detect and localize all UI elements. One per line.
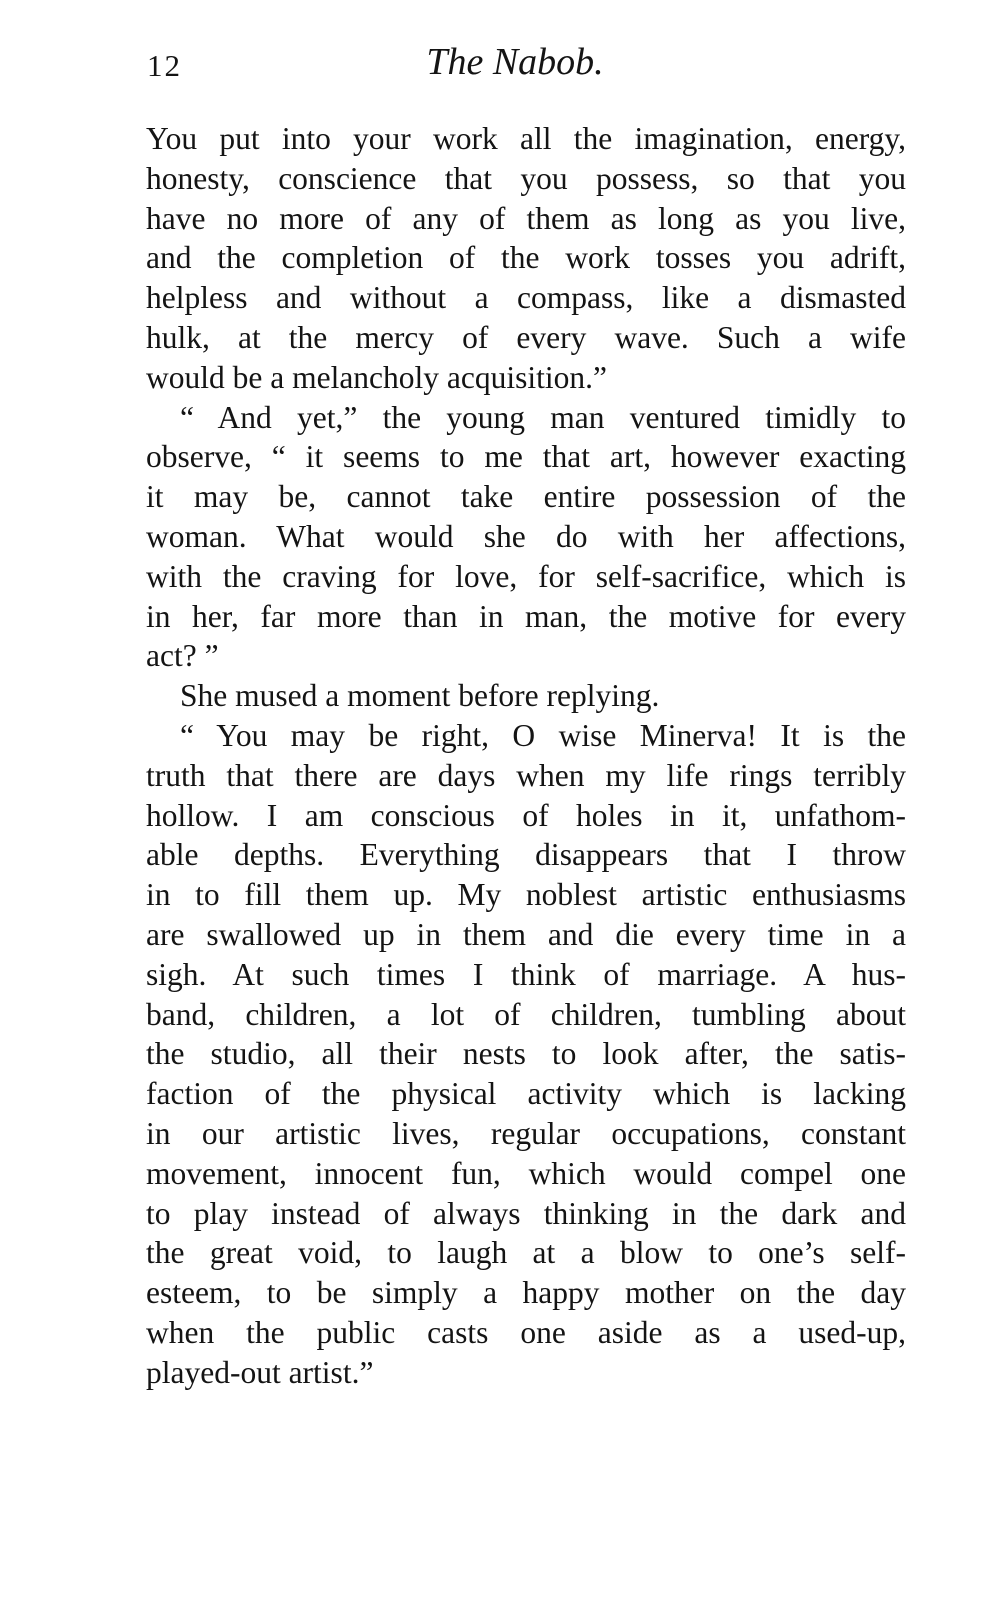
text-line: have no more of any of them as long as you live, <box>146 200 906 236</box>
text-line: to play instead of always thinking in the dark and <box>146 1195 906 1231</box>
text-line: would be a melancholy acquisition.” <box>146 359 607 395</box>
text-line: esteem, to be simply a happy mother on the day <box>146 1275 906 1311</box>
running-title: The Nabob. <box>426 41 604 83</box>
text-line: band, children, a lot of children, tumbling about <box>146 996 906 1032</box>
page-number: 12 <box>147 48 182 83</box>
text-line: with the craving for love, for self-sacrifice, which is <box>146 558 906 594</box>
text-line: woman. What would she do with her affections, <box>146 518 906 554</box>
text-line: “ You may be right, O wise Minerva! It is the <box>180 717 906 753</box>
text-line: sigh. At such times I think of marriage. A hus- <box>146 956 906 992</box>
text-line: in our artistic lives, regular occupations, constant <box>146 1115 906 1151</box>
text-line: truth that there are days when my life rings terribly <box>146 757 906 793</box>
text-line: the great void, to laugh at a blow to one’s self- <box>146 1235 906 1271</box>
text-line: and the completion of the work tosses you adrift, <box>146 240 906 276</box>
text-line: in to fill them up. My noblest artistic enthusiasms <box>146 877 906 913</box>
text-line: movement, innocent fun, which would compel one <box>146 1155 906 1191</box>
text-line: the studio, all their nests to look after, the satis- <box>146 1036 906 1072</box>
body-text <box>146 119 906 1393</box>
text-line: “ And yet,” the young man ventured timidly to <box>180 399 906 435</box>
text-line: faction of the physical activity which is lacking <box>146 1076 906 1112</box>
text-line: hollow. I am conscious of holes in it, unfathom- <box>146 797 906 833</box>
text-line: able depths. Everything disappears that I throw <box>146 837 906 873</box>
text-line: helpless and without a compass, like a dismasted <box>146 280 906 316</box>
text-line: it may be, cannot take entire possession of the <box>146 479 906 515</box>
text-line: in her, far more than in man, the motive for every <box>146 598 906 634</box>
text-line: hulk, at the mercy of every wave. Such a wife <box>146 319 906 355</box>
text-line: You put into your work all the imagination, energy, <box>146 121 906 156</box>
text-line: are swallowed up in them and die every time in a <box>146 916 906 952</box>
text-line: She mused a moment before replying. <box>180 678 660 714</box>
text-line: observe, “ it seems to me that art, however exacting <box>146 439 906 475</box>
text-line: when the public casts one aside as a used-up, <box>146 1314 906 1350</box>
text-line: played-out artist.” <box>146 1354 374 1390</box>
text-line: honesty, conscience that you possess, so that you <box>146 160 906 196</box>
text-line: act? ” <box>146 638 219 674</box>
